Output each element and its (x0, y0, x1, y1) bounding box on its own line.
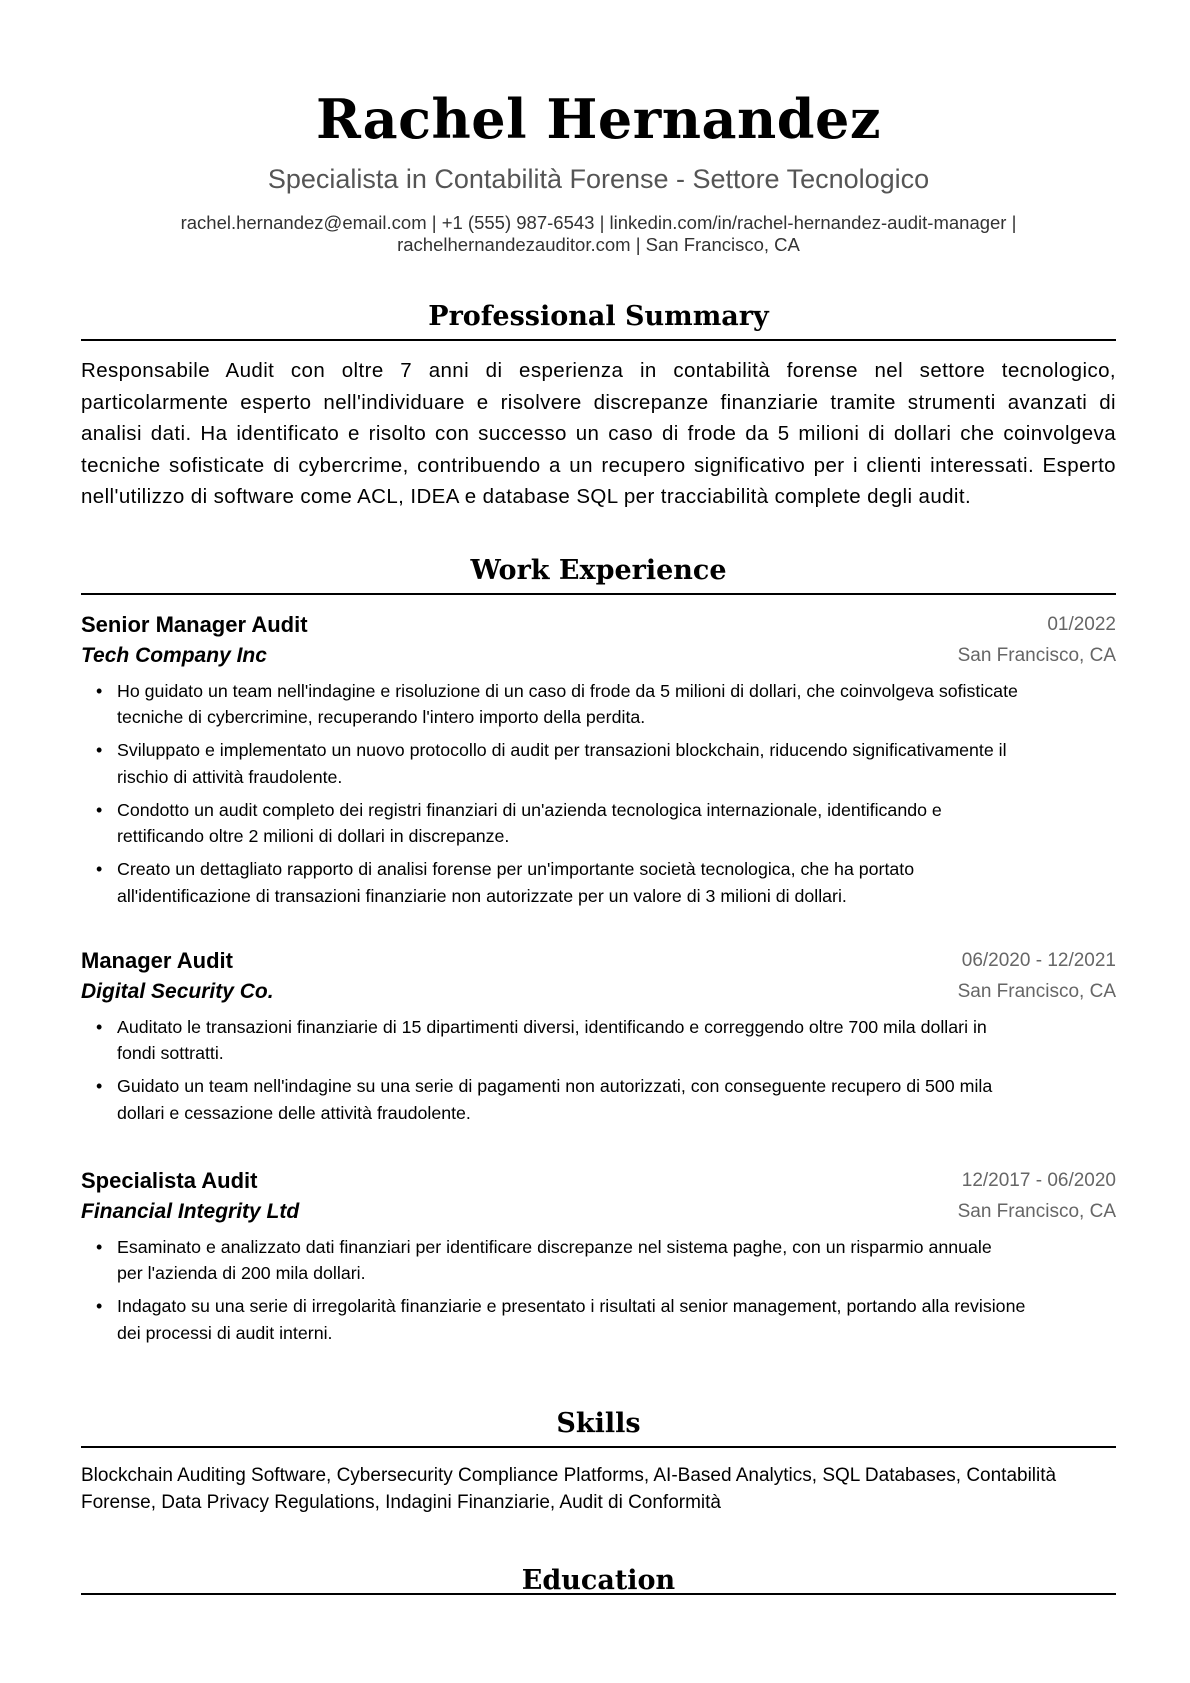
job-location: San Francisco, CA (957, 645, 1116, 666)
job-entry (81, 609, 1116, 909)
summary-line: tecniche sofisticate di cybercrime, contribuendo a un recupero significativo per i clienti interessati. Esperto (81, 453, 1116, 477)
job-bullet: • Creato un dettagliato rapporto di analisi forense per un'importante società tecnologica, che ha portato all'identificazione di transazioni finanziarie non autorizzate per un valore di 3 milioni di dollari. (81, 856, 1116, 909)
job-bullet: • Indagato su una serie di irregolarità finanziarie e presentato i risultati al senior management, portando alla revisione dei processi di audit interni. (81, 1293, 1116, 1346)
job-bullets (81, 678, 1116, 910)
job-bullet: • Sviluppato e implementato un nuovo protocollo di audit per transazioni blockchain, riducendo significativamente il rischio di attività fraudolente. (81, 737, 1116, 790)
education-heading: Education (521, 1565, 676, 1596)
job-entry (81, 1165, 1116, 1346)
job-bullet: • Auditato le transazioni finanziarie di 15 dipartimenti diversi, identificando e correggendo oltre 700 mila dollari in fondi sottratti. (81, 1014, 1116, 1067)
job-bullets (81, 1234, 1116, 1347)
job-date: 06/2020 - 12/2021 (961, 950, 1116, 971)
job-bullet: • Guidato un team nell'indagine su una serie di pagamenti non autorizzati, con conseguente recupero di 500 mila dollari e cessazione delle attività fraudolente. (81, 1073, 1116, 1126)
skills-list (81, 1462, 1116, 1516)
summary-line: Responsabile Audit con oltre 7 anni di esperienza in contabilità forense nel settore tecnologico, (81, 359, 1116, 382)
contact-info (81, 212, 1116, 256)
skills-line: Forense, Data Privacy Regulations, Indagini Finanziarie, Audit di Conformità (81, 1492, 721, 1513)
job-date: 12/2017 - 06/2020 (961, 1170, 1116, 1191)
contact-line-1: rachel.hernandez@email.com | +1 (555) 987-6543 | linkedin.com/in/rachel-hernandez-audit-manager | (180, 212, 1017, 233)
skills-divider (81, 1446, 1116, 1448)
job-date: 01/2022 (1047, 614, 1116, 635)
job-company: Digital Security Co. (81, 980, 274, 1003)
job-bullet: • Condotto un audit completo dei registri finanziari di un'azienda tecnologica internazionale, identificando e rettificando oltre 2 milioni di dollari in discrepanze. (81, 797, 1116, 850)
job-role: Specialista Audit (81, 1168, 258, 1193)
job-role: Senior Manager Audit (81, 612, 308, 637)
skills-line: Blockchain Auditing Software, Cybersecurity Compliance Platforms, AI-Based Analytics, SQL Databases, Contabilità (81, 1465, 1057, 1486)
job-bullet: • Esaminato e analizzato dati finanziari per identificare discrepanze nel sistema paghe, con un risparmio annuale per l'azienda di 200 mila dollari. (81, 1234, 1116, 1287)
job-location: San Francisco, CA (957, 1201, 1116, 1222)
summary-line: particolarmente esperto nell'individuare e risolvere discrepanze finanziarie tramite strumenti avanzati di (81, 390, 1116, 414)
job-bullet: • Ho guidato un team nell'indagine e risoluzione di un caso di frode da 5 milioni di dollari, che coinvolgeva sofisticate tecniche di cybercrimine, recuperando l'intero importo della perdita. (81, 678, 1116, 731)
summary-heading: Professional Summary (428, 301, 769, 332)
experience-heading: Work Experience (470, 555, 727, 586)
experience-divider (81, 593, 1116, 595)
candidate-title: Specialista in Contabilità Forense - Settore Tecnologico (267, 164, 930, 194)
summary-line: nell'utilizzo di software come ACL, IDEA e database SQL per tracciabilità complete degli audit. (81, 485, 972, 508)
job-company: Tech Company Inc (81, 644, 267, 667)
job-company: Financial Integrity Ltd (81, 1200, 300, 1223)
skills-heading: Skills (556, 1408, 641, 1439)
summary-divider (81, 339, 1116, 341)
candidate-name: Rachel Hernandez (315, 87, 882, 151)
contact-line-2: rachelhernandezauditor.com | San Francisco, CA (397, 234, 800, 255)
education-divider (81, 1593, 1116, 1595)
job-role: Manager Audit (81, 948, 233, 973)
job-entry (81, 945, 1116, 1126)
job-bullets (81, 1014, 1116, 1127)
summary-line: analisi dati. Ha identificato e risolto con successo un caso di frode da 5 milioni di dollari che coinvolgeva (81, 422, 1116, 445)
job-location: San Francisco, CA (957, 981, 1116, 1002)
summary-text (81, 355, 1116, 513)
